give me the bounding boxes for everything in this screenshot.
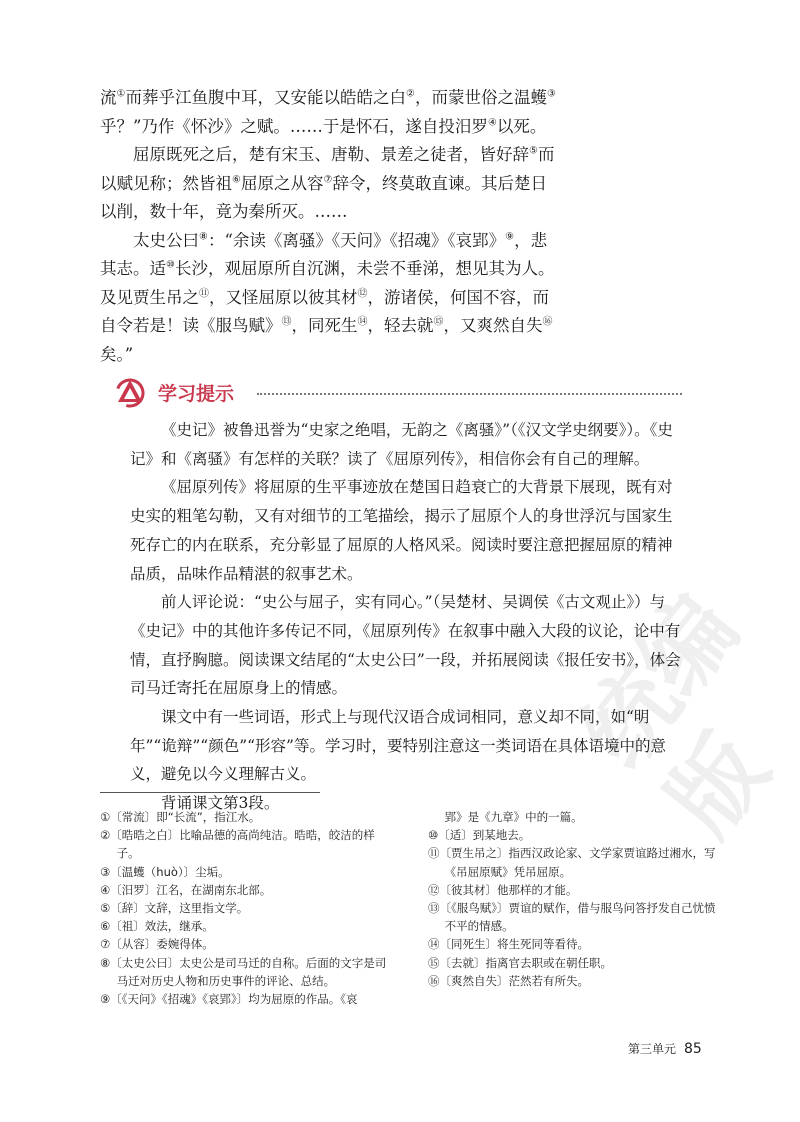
paragraph-3 <box>100 227 560 370</box>
footnote-ref[interactable]: ⑧ <box>199 231 208 242</box>
footnote-ref[interactable]: ⑮ <box>433 316 444 328</box>
footnote-ref[interactable]: ⑪ <box>199 288 209 299</box>
unit-label: 第三单元 <box>628 1042 677 1056</box>
text-run: 矣。” <box>100 344 134 364</box>
footnote-ref[interactable]: ⑬ <box>281 316 292 328</box>
footnote-ref[interactable]: ③ <box>546 88 556 100</box>
footnotes-left <box>100 808 388 1008</box>
tip-paragraph: 课文中有一些词语，形式上与现代汉语合成词相同，意义却不同，如“明年”“诡辩”“颜色”“形容”等。学习时，要特别注意这一类词语在具体语境中的意义，避免以今义理解古义。 <box>130 708 666 784</box>
text-run: ：“余读《离骚》《天问》《招魂》《哀郢》 <box>207 230 506 250</box>
text-run: 以死。 <box>496 116 547 136</box>
footnote-ref[interactable]: ⑩ <box>166 259 175 271</box>
text-run: 屈原既死之后，楚有宋玉、唐勒、景差之徒者，皆好辞 <box>133 145 529 164</box>
footnote-ref[interactable]: ⑯ <box>542 316 553 328</box>
footnote: ⑮〔去就〕指离官去职或在朝任职。 <box>428 955 612 970</box>
text-run: ，又怪屈原以彼其材 <box>209 287 358 307</box>
footnote-ref[interactable]: ⑫ <box>357 288 368 299</box>
footnote: ②〔晧晧之白〕比喻品德的高尚纯洁。晧晧，皎洁的样子。 <box>100 828 375 861</box>
text-run: 太史公曰 <box>133 230 199 250</box>
tip-paragraph: 《屈原列传》将屈原的生平事迹放在楚国日趋衰亡的大背景下展现，既有对史实的粗笔勾勒，又有对细节的工笔描绘，揭示了屈原个人的身世浮沉与国家生死存亡的内在联系，充分彰显了屈原的人格风采。阅读时要注意把握屈原的精神品质，品味作品精湛的叙事艺术。 <box>130 478 673 583</box>
footnote-ref[interactable]: ⑥ <box>232 174 241 185</box>
footnote-ref[interactable]: ① <box>116 88 126 100</box>
text-run: ，而蒙世俗之温蠖 <box>414 88 547 107</box>
footnote: ⑥〔祖〕效法，继承。 <box>100 919 214 934</box>
footnote: ⑤〔辞〕文辞，这里指文学。 <box>100 901 249 916</box>
footnote: ⑦〔从容〕委婉得体。 <box>100 937 214 952</box>
paragraph-2 <box>100 141 560 227</box>
footnote-ref[interactable]: ⑤ <box>529 145 538 157</box>
footnote: ④〔汨罗〕江名，在湖南东北部。 <box>100 882 272 897</box>
footnote: ①〔常流〕即“长流”，指江水。 <box>100 810 261 824</box>
tip-paragraph: 背诵课文第3段。 <box>161 794 280 813</box>
main-text <box>100 84 560 369</box>
footnote: ⑫〔彼其材〕他那样的才能。 <box>428 882 578 897</box>
footnote: ⑧〔太史公曰〕太史公是司马迁的自称。后面的文字是司马迁对历史人物和历史事件的评论、总结。 <box>100 955 387 988</box>
footnote: ⑭〔同死生〕将生死同等看待。 <box>428 937 589 952</box>
text-run: 而葬乎江鱼腹中耳，又安能以皓皓之白 <box>125 88 406 107</box>
page-number: 85 <box>684 1041 702 1057</box>
text-run: 屈原之从容 <box>240 173 324 193</box>
footnote: ⑬〔《服鸟赋》〕贾谊的赋作，借与服鸟问答抒发自己忧愤不平的情感。 <box>428 901 716 934</box>
paragraph-1 <box>100 84 560 141</box>
section-title: 学习提示 <box>158 383 235 405</box>
text-run: 流 <box>100 88 117 107</box>
tip-paragraph: 前人评论说：“史公与屈子，实有同心。”（吴楚材、吴调侯《古文观止》）与《史记》中的其他许多传记不同，《屈原列传》在叙事中融入大段的议论，论中有情，直抒胸臆。阅读课文结尾的“太史公曰”一段，并拓展阅读《报任安书》，体会司马迁寄托在屈原身上的情感。 <box>130 593 681 698</box>
footnote-ref[interactable]: ⑨ <box>505 231 515 242</box>
text-run: ，轻去就 <box>367 316 434 335</box>
text-run: 而以赋见称；然皆祖 <box>100 145 555 193</box>
study-tips-header <box>114 376 684 410</box>
footnote: ③〔温蠖（huò）〕尘垢。 <box>100 864 230 879</box>
text-run: ，悲其志。适 <box>100 230 548 278</box>
footnote: ⑪〔贾生吊之〕指西汉政论家、文学家贾谊路过湘水，写《吊屈原赋》凭吊屈原。 <box>428 846 716 879</box>
text-run: ，游诸侯，何国不容，而自令若是！读《服鸟赋》 <box>100 287 549 335</box>
text-run: 乎？”乃作《怀沙》之赋。……于是怀石，遂自投汨罗 <box>100 116 488 136</box>
text-run: 长沙，观屈原所自沉渊，未尝不垂涕，想见其为人。及见贾生吊之 <box>100 259 555 307</box>
text-run: ，同死生 <box>291 316 358 335</box>
study-tips-icon <box>114 376 146 408</box>
text-run: ，又爽然自失 <box>443 316 543 335</box>
footnote: ⑨〔《天问》《招魂》《哀郢》〕均为屈原的作品。《哀 <box>100 992 358 1007</box>
footnote-ref[interactable]: ② <box>405 88 415 100</box>
dotted-divider <box>257 393 682 395</box>
tip-paragraph: 《史记》被鲁迅誉为“史家之绝唱，无韵之《离骚》”（《汉文学史纲要》）。《史记》和《离骚》有怎样的关联？读了《屈原列传》，相信你会有自己的理解。 <box>130 421 673 468</box>
watermark: 统编版 <box>560 575 789 855</box>
footnotes-right <box>428 808 718 990</box>
footnote: ⑩〔适〕到某地去。 <box>428 828 531 843</box>
footnote-ref[interactable]: ⑦ <box>323 174 333 185</box>
footnote-ref[interactable]: ④ <box>487 117 497 128</box>
footnote-ref[interactable]: ⑭ <box>357 316 368 328</box>
footnote-continuation: 郢》是《九章》中的一篇。 <box>444 810 583 824</box>
text-run: 辞令，终莫敢直谏。其后楚日以削，数十年，竟为秦所灭。…… <box>100 173 547 221</box>
study-tips-body <box>130 416 685 818</box>
footnote: ⑯〔爽然自失〕茫然若有所失。 <box>428 973 589 988</box>
page-footer <box>628 1040 702 1057</box>
